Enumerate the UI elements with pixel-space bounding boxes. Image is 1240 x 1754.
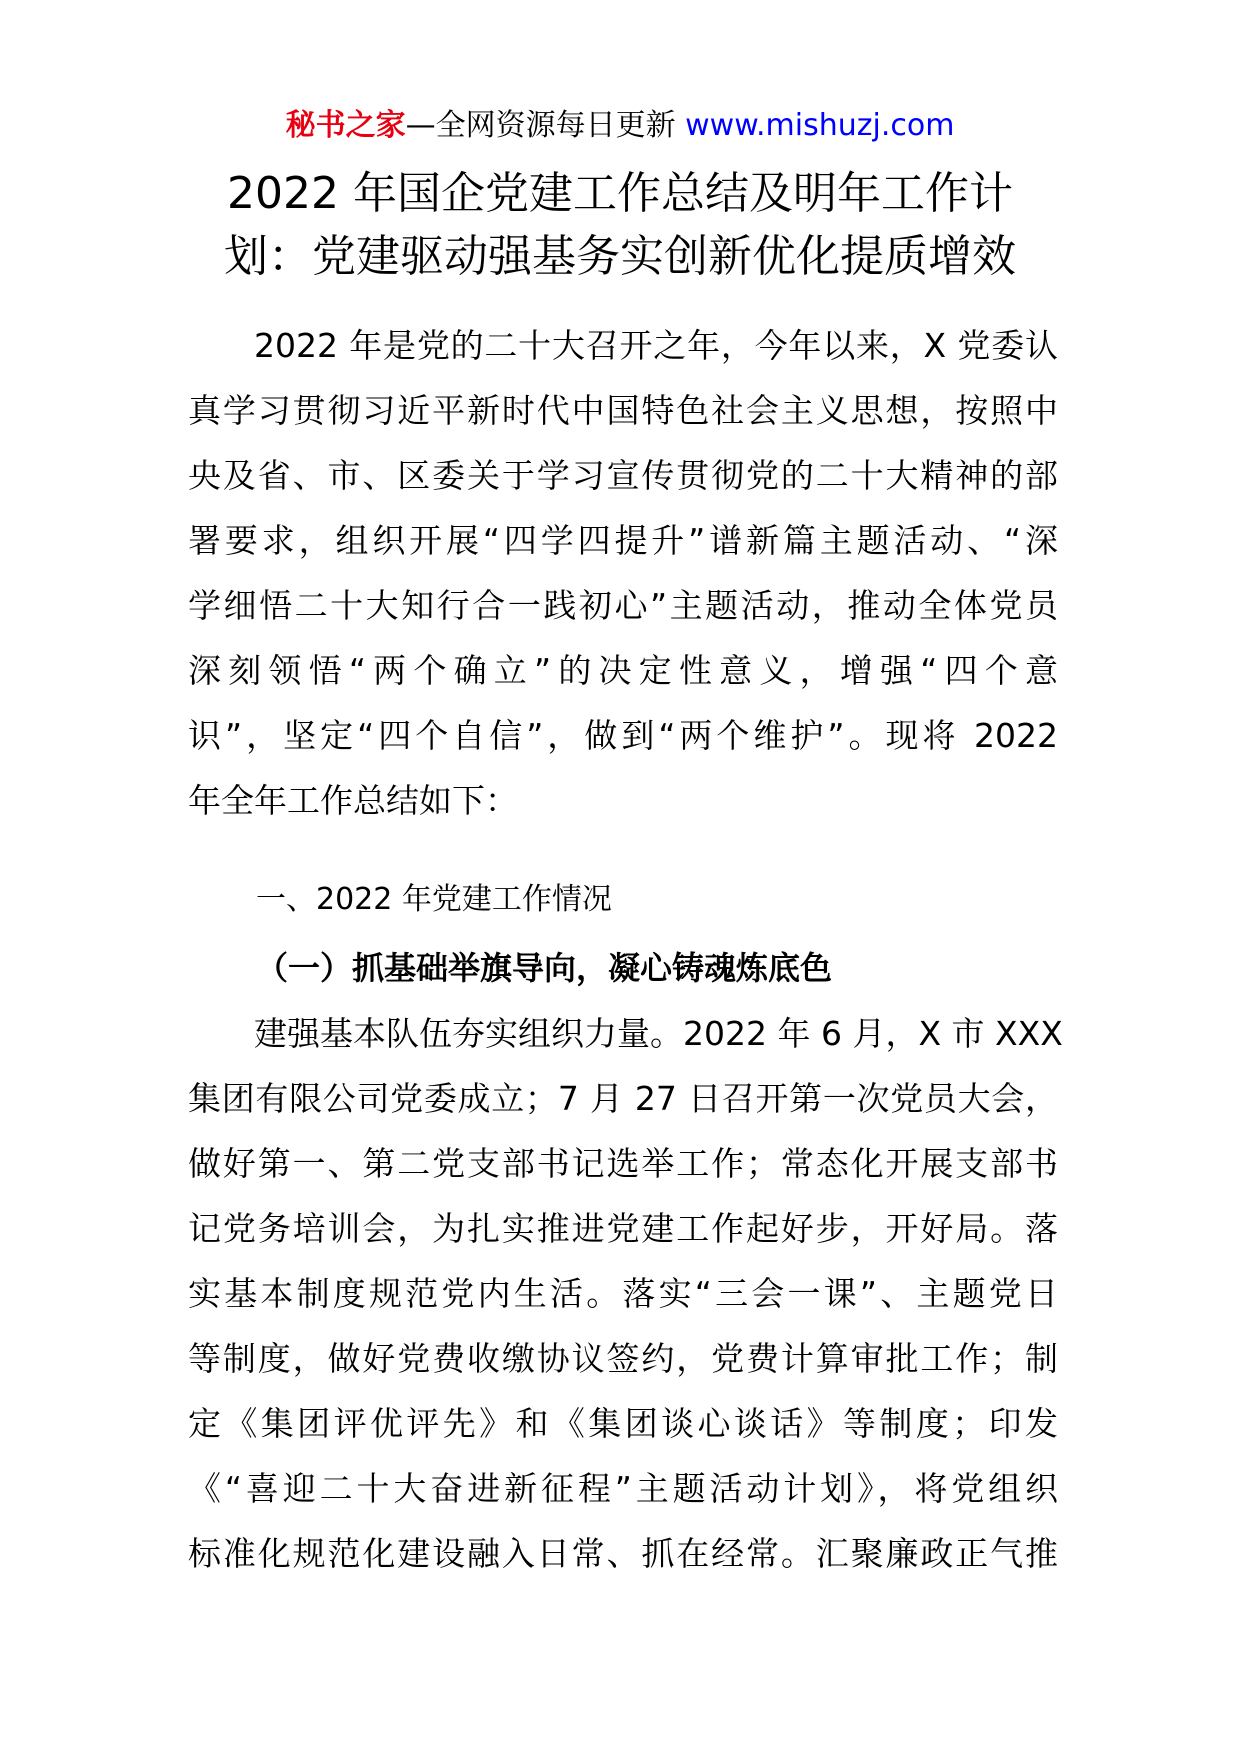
title-line-2: 划：党建驱动强基务实创新优化提质增效 xyxy=(224,231,1016,282)
body-paragraph xyxy=(188,1001,1063,1586)
body-line: 等制度，做好党费收缴协议签约，党费计算审批工作；制 xyxy=(188,1339,1058,1378)
body-line: 标准化规范化建设融入日常、抓在经常。汇聚廉政正气推 xyxy=(188,1534,1058,1573)
title-line-1: 2022 年国企党建工作总结及明年工作计 xyxy=(227,168,1013,219)
body-line: 记党务培训会，为扎实推进党建工作起好步，开好局。落 xyxy=(188,1209,1058,1248)
intro-line: 央及省、市、区委关于学习宣传贯彻党的二十大精神的部 xyxy=(188,456,1058,495)
body-line: 做好第一、第二党支部书记选举工作；常态化开展支部书 xyxy=(188,1144,1058,1183)
intro-paragraph xyxy=(188,313,1058,833)
intro-line: 识”，坚定“四个自信”，做到“两个维护”。现将 2022 xyxy=(188,716,1058,755)
site-slogan: —全网资源每日更新 xyxy=(405,108,686,143)
body-line: 定《集团评优评先》和《集团谈心谈话》等制度；印发 xyxy=(188,1404,1058,1443)
intro-line: 真学习贯彻习近平新时代中国特色社会主义思想，按照中 xyxy=(188,391,1058,430)
body-line: 实基本制度规范党内生活。落实“三会一课”、主题党日 xyxy=(188,1274,1058,1313)
site-header xyxy=(0,104,1240,148)
body-line: 集团有限公司党委成立；7 月 27 日召开第一次党员大会， xyxy=(188,1079,1058,1118)
section-heading: 一、2022 年党建工作情况 xyxy=(256,882,612,917)
document-title xyxy=(180,162,1060,288)
intro-line: 2022 年是党的二十大召开之年，今年以来，X 党委认 xyxy=(254,326,1058,365)
body-line: 建强基本队伍夯实组织力量。2022 年 6 月，X 市 XXX xyxy=(254,1014,1063,1053)
intro-line: 年全年工作总结如下： xyxy=(188,781,518,820)
intro-line: 深刻领悟“两个确立”的决定性意义，增强“四个意 xyxy=(188,651,1058,690)
intro-line: 学细悟二十大知行合一践初心”主题活动，推动全体党员 xyxy=(188,586,1058,625)
site-brand: 秘书之家 xyxy=(285,108,406,143)
site-url-link[interactable]: www.mishuzj.com xyxy=(685,108,955,143)
intro-line: 署要求，组织开展“四学四提升”谱新篇主题活动、“深 xyxy=(188,521,1058,560)
body-line: 《“喜迎二十大奋进新征程”主题活动计划》，将党组织 xyxy=(188,1469,1058,1508)
subsection-heading: （一）抓基础举旗导向，凝心铸魂炼底色 xyxy=(256,949,833,987)
